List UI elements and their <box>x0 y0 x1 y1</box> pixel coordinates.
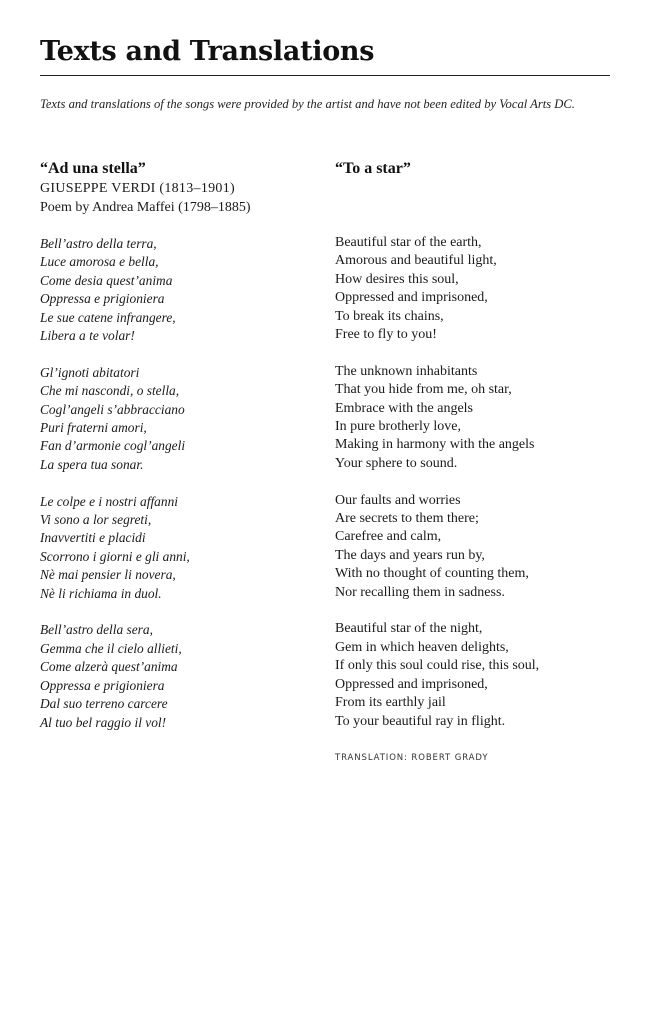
verse-line: Libera a te volar! <box>40 328 135 344</box>
verse-line: Nè mai pensier li novera, <box>40 567 176 583</box>
verse-line: Puri fraterni amori, <box>40 420 147 436</box>
verse-line: Come desia quest’anima <box>40 272 173 288</box>
verse-line: Cogl’angeli s’abbracciano <box>40 401 185 417</box>
translation-stanza <box>335 234 635 344</box>
verse-line: Oppressed and imprisoned, <box>335 290 488 306</box>
verse-line: Nor recalling them in sadness. <box>335 584 505 600</box>
verse-line: With no thought of counting them, <box>335 566 529 582</box>
verse-line: La spera tua sonar. <box>40 456 144 472</box>
verse-line: Are secrets to them there; <box>335 511 479 527</box>
verse-line: Le colpe e i nostri affanni <box>40 493 178 509</box>
song-title-original: “Ad una stella” <box>40 160 146 177</box>
verse-line: Beautiful star of the earth, <box>335 235 482 250</box>
verse-line: The unknown inhabitants <box>335 363 478 379</box>
verse-line: Al tuo bel raggio il vol! <box>40 714 167 730</box>
verse-line: To break its chains, <box>335 308 444 324</box>
verse-line: Beautiful star of the night, <box>335 621 483 637</box>
composer-credit: GIUSEPPE VERDI (1813–1901) <box>40 181 235 196</box>
poet-credit: Poem by Andrea Maffei (1798–1885) <box>40 199 251 215</box>
verse-line: That you hide from me, oh star, <box>335 382 512 398</box>
translation-credit: TRANSLATION: ROBERT GRADY <box>335 752 489 763</box>
translation-stanza <box>335 492 635 602</box>
verse-line: Oppressed and imprisoned, <box>335 676 488 692</box>
verse-line: Scorrono i giorni e gli anni, <box>40 548 190 564</box>
verse-line: Come alzerà quest’anima <box>40 659 178 675</box>
original-text-column <box>40 158 320 732</box>
verse-line: Carefree and calm, <box>335 529 442 545</box>
verse-line: Inavvertiti e placidi <box>40 530 146 546</box>
verse-line: Bell’astro della terra, <box>40 236 157 251</box>
verse-line: If only this soul could rise, this soul, <box>335 658 540 674</box>
original-stanza <box>40 364 320 474</box>
verse-line: Dal suo terreno carcere <box>40 696 168 712</box>
verse-line: Luce amorosa e bella, <box>40 254 159 270</box>
verse-line: How desires this soul, <box>335 271 459 287</box>
verse-line: Amorous and beautiful light, <box>335 253 497 269</box>
verse-line: To your beautiful ray in flight. <box>335 713 506 729</box>
verse-line: Le sue catene infrangere, <box>40 309 176 325</box>
verse-line: Che mi nascondi, o stella, <box>40 383 180 399</box>
original-stanza <box>40 493 320 603</box>
verse-line: The days and years run by, <box>335 547 485 563</box>
verse-line: From its earthly jail <box>335 695 446 711</box>
verse-line: Making in harmony with the angels <box>335 437 535 453</box>
verse-line: Nè li richiama in duol. <box>40 585 162 601</box>
editorial-note: Texts and translations of the songs were provided by the artist and have not been edited by Vocal Arts DC. <box>40 97 575 111</box>
verse-line: Gem in which heaven delights, <box>335 639 509 655</box>
song-title-translation: “To a star” <box>335 160 411 177</box>
verse-line: Oppressa e prigioniera <box>40 291 165 307</box>
original-stanza <box>40 235 320 345</box>
verse-line: Oppressa e prigioniera <box>40 677 165 693</box>
translation-column <box>335 158 635 763</box>
title-divider <box>40 75 610 76</box>
translation-stanza <box>335 363 635 473</box>
verse-line: Embrace with the angels <box>335 400 474 416</box>
verse-line: Gl’ignoti abitatori <box>40 364 140 380</box>
original-stanza <box>40 621 320 731</box>
verse-line: Bell’astro della sera, <box>40 622 153 638</box>
translation-stanza <box>335 620 635 730</box>
page-title: Texts and Translations <box>40 36 375 67</box>
verse-line: Your sphere to sound. <box>335 455 458 471</box>
verse-line: Vi sono a lor segreti, <box>40 512 152 528</box>
verse-line: In pure brotherly love, <box>335 419 461 435</box>
verse-line: Our faults and worries <box>335 492 461 508</box>
verse-line: Gemma che il cielo allieti, <box>40 640 182 656</box>
verse-line: Free to fly to you! <box>335 327 437 343</box>
verse-line: Fan d’armonie cogl’angeli <box>40 438 186 454</box>
